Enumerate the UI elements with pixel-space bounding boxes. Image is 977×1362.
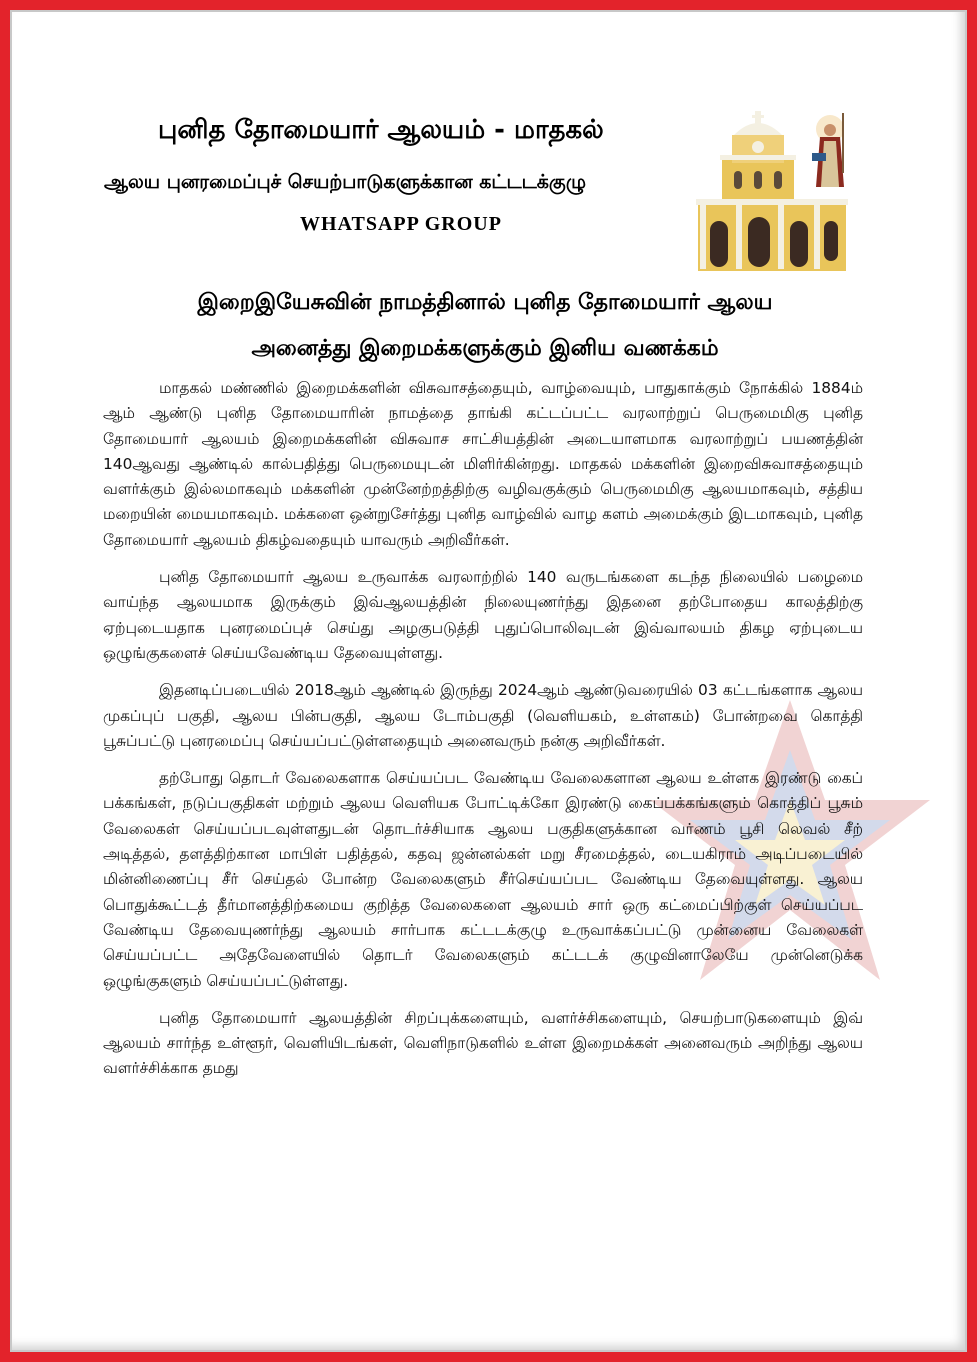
page-subtitle: ஆலய புனரமைப்புச் செயற்பாடுகளுக்கான கட்டடக்குழு — [104, 171, 587, 193]
paragraph: புனித தோமையார் ஆலயத்தின் சிறப்புக்களையும், வளர்ச்சிகளையும், செயற்பாடுகளையும் இவ் ஆலயம் சார்ந்த உள்ளூர், வெளியிடங்கள், வெளிநாடுகளில் உள்ள இறைமக்கள் அனைவரும் அறிந்து ஆலய வளர்ச்சிக்காக தமது — [103, 1008, 863, 1078]
saint-statue — [812, 113, 844, 187]
paragraph: இதனடிப்படையில் 2018ஆம் ஆண்டில் இருந்து 2024ஆம் ஆண்டுவரையில் 03 கட்டங்களாக ஆலய முகப்புப் பகுதி, ஆலய பின்பகுதி, ஆலய டோம்பகுதி (வெளியகம், உள்ளகம்) போன்றவை கொத்தி பூசுப்பட்டு புனரமைப்பு செய்யப்பட்டுள்ளதையும் அனைவரும் நன்கு அறிவீர்கள். — [103, 681, 863, 750]
church-illustration — [692, 105, 852, 275]
paragraph: தற்போது தொடர் வேலைகளாக செய்யப்பட வேண்டிய வேலைகளான ஆலய உள்ளக இரண்டு கைப் பக்கங்கள், நடுப்பகுதிகள் மற்றும் ஆலய வெளியக போட்டிக்கோ இரண்டு கைப்பக்கங்களும் கொத்திப் பூசும் வேலைகள் செய்யப்படவுள்ளதுடன் தொடர்ச்சியாக ஆலய பகுதிகளுக்கான வர்ணம் பூசி லெவல் சீற் அடித்தல், தளத்திற்கான மாபிள் பதித்தல், கதவு ஜன்னல்கள் மறு சீரமைத்தல், டையகிராம் அடிப்படையில் மின்னிணைப்பு சீர் செய்தல் போன்ற வேலைகளும் சீர்செய்யப்பட வேண்டிய தேவையுள்ளது. ஆலய பொதுக்கூட்டத் தீர்மானத்திற்கமைய குறித்த வேலைகளை ஆலயம் சார் ஒரு கட்மைப்பிற்குள் செய்யப்பட வேண்டிய தேவையுணர்ந்து ஆலயம் சார்பாக கட்டடக்குழு உருவாக்கப்பட்டு முன்னைய வேலைகள் செய்யப்பட்ட அதேவேளையில் தொடர் வேலைகளும் கட்டடக் குழுவினாலேயே முன்னெடுக்க ஒழுங்குகளும் செய்யப்பட்டுள்ளது. — [103, 769, 863, 990]
paragraph: மாதகல் மண்ணில் இறைமக்களின் விசுவாசத்தையும், வாழ்வையும், பாதுகாக்கும் நோக்கில் 1884ம் ஆம் ஆண்டு புனித தோமையாரின் நாமத்தை தாங்கி கட்டப்பட்ட வரலாற்றுப் பெருமைமிகு புனித தோமையார் ஆலயம் இறைமக்களின் விசுவாச சாட்சியத்தின் அடையாளமாக வரலாற்றுப் பயணத்தின் 140ஆவது ஆண்டில் கால்பதித்து பெருமையுடன் மிளிர்கின்றது. மாதகல் மக்களின் இறைவிசுவாசத்தையும் வளர்க்கும் இல்லமாகவும் மக்களின் முன்னேற்றத்திற்கு வழிவகுக்கும் பெருமைமிகு ஆலயமாகவும், சத்திய மறையின் மையமாகவும். மக்களை ஒன்றுசேர்த்து புனித வாழ்வில் வாழ களம் அமைக்கும் இடமாகவும், புனித தோமையார் ஆலயம் திகழ்வதையும் யாவரும் அறிவீர்கள். — [103, 379, 863, 549]
greeting-line-1: இறைஇயேசுவின் நாமத்தினால் புனித தோமையார் ஆலய — [197, 290, 773, 315]
letter-body — [103, 376, 863, 1094]
greeting-line-2: அனைத்து இறைமக்களுக்கும் இனிய வணக்கம் — [251, 336, 719, 361]
paragraph: புனித தோமையார் ஆலய உருவாக்க வரலாற்றில் 140 வருடங்களை கடந்த நிலையில் பழைமை வாய்ந்த ஆலயமாக இருக்கும் இவ்ஆலயத்தின் நிலையுணர்ந்து இதனை தற்போதைய காலத்திற்கு ஏற்புடையதாக புனரமைப்புச் செய்து அழகுபடுத்தி புதுப்பொலிவுடன் இவ்வாலயம் திகழ ஏற்புடைய ஒழுங்குகளைச் செய்யவேண்டிய தேவையுள்ளது. — [103, 568, 863, 662]
group-label: WHATSAPP GROUP — [300, 213, 502, 235]
page-title: புனித தோமையார் ஆலயம் - மாதகல் — [158, 115, 604, 145]
